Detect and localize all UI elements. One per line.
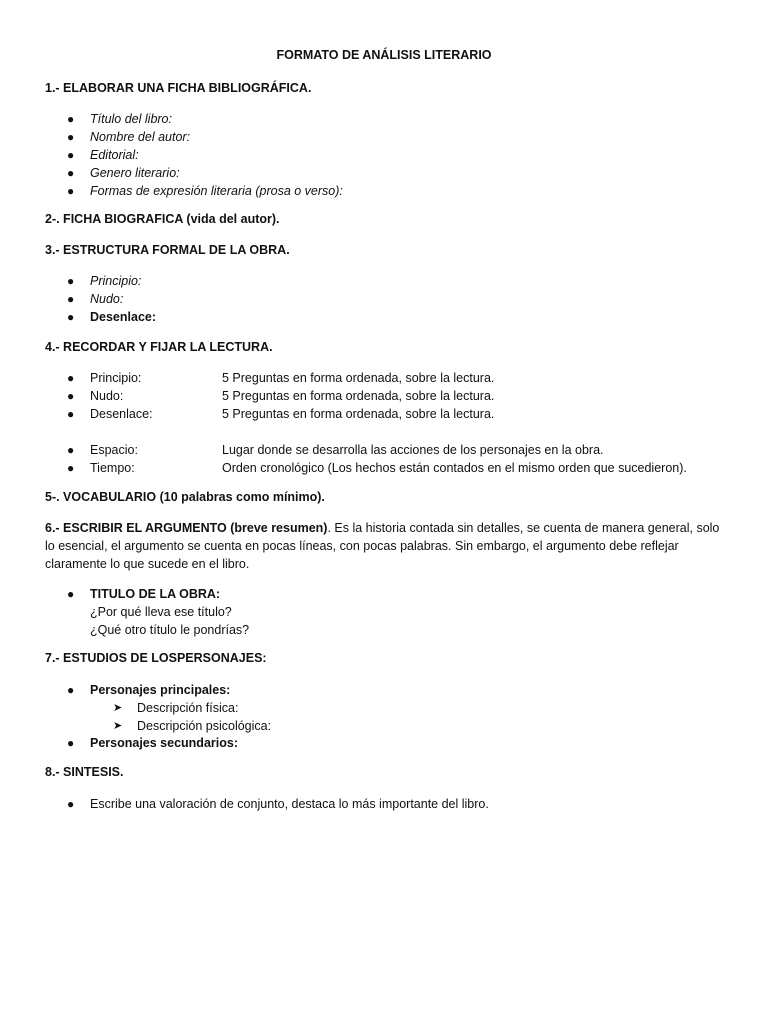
bullet-icon: ● [67,310,75,324]
list-item: ● Escribe una valoración de conjunto, destaca lo más importante del libro. [67,797,489,811]
section-2-heading: 2-. FICHA BIOGRAFICA (vida del autor). [45,212,280,226]
section-7-heading: 7.- ESTUDIOS DE LOSPERSONAJES: [45,651,267,665]
document-title: FORMATO DE ANÁLISIS LITERARIO [276,48,492,62]
characters-list [45,681,230,699]
bullet-icon: ● [67,587,75,601]
reading-row [45,387,735,405]
list-item: ● Principio: [67,274,142,288]
bullet-icon: ● [67,461,75,475]
bullet-icon: ● [67,407,75,421]
list-item: ● Personajes secundarios: [67,736,238,750]
bullet-icon: ● [67,112,75,126]
reading-row [45,369,735,387]
title-questions [90,603,249,639]
section-8-heading: 8.- SINTESIS. [45,765,124,779]
title-question: ¿Qué otro título le pondrías? [90,623,250,637]
reading-label: Tiempo: [90,461,135,475]
reading-value: Lugar donde se desarrolla las acciones de los personajes en la obra. [222,443,604,457]
list-item: ● Editorial: [67,148,139,162]
title-question: ¿Por qué lleva ese título? [90,605,232,619]
bullet-icon: ● [67,443,75,457]
synthesis-list [45,795,489,813]
section-3-heading: 3.- ESTRUCTURA FORMAL DE LA OBRA. [45,243,290,257]
secondary-characters-list [45,734,238,752]
bullet-icon: ● [67,292,75,306]
arrow-bullet-icon: ➤ [113,702,123,714]
list-item: ● Formas de expresión literaria (prosa o verso): [67,184,343,198]
list-item: ● Título del libro: [67,112,172,126]
reading-value: 5 Preguntas en forma ordenada, sobre la lectura. [222,389,495,403]
list-item: ➤ Descripción física: [113,701,239,715]
reading-label: Principio: [90,371,142,385]
reading-label: Espacio: [90,443,138,457]
section-1-heading: 1.- ELABORAR UNA FICHA BIBLIOGRÁFICA. [45,81,312,95]
bibliographic-list [45,110,343,200]
bullet-icon: ● [67,166,75,180]
list-item: ● Personajes principales: [67,683,231,697]
bullet-icon: ● [67,736,75,750]
list-item: ● Genero literario: [67,166,180,180]
formal-structure-list [45,272,156,326]
bullet-icon: ● [67,184,75,198]
reading-row [45,441,735,459]
list-item: ● TITULO DE LA OBRA: [67,587,221,601]
reading-row [45,459,735,477]
list-item: ● Desenlace: [67,310,157,324]
list-item: ➤ Descripción psicológica: [113,719,272,733]
list-item: ● Nombre del autor: [67,130,191,144]
bullet-icon: ● [67,148,75,162]
bullet-icon: ● [67,389,75,403]
reading-value: 5 Preguntas en forma ordenada, sobre la lectura. [222,407,495,421]
argument-description: . Es la historia contada sin detalles, se cuenta de manera general, solo lo esencial, el argumento se cuenta en pocas líneas, con pocas palabras. Sin embargo, el argumento debe reflejar claramente lo que sucede en el libro. [45,521,720,571]
bullet-icon: ● [67,274,75,288]
section-5-heading: 5-. VOCABULARIO (10 palabras como mínimo). [45,490,325,504]
list-item: ● Nudo: [67,292,124,306]
reading-label: Nudo: [90,389,124,403]
reading-value: 5 Preguntas en forma ordenada, sobre la lectura. [222,371,495,385]
bullet-icon: ● [67,130,75,144]
arrow-bullet-icon: ➤ [113,720,123,732]
reading-row [45,405,735,423]
bullet-icon: ● [67,797,75,811]
reading-label: Desenlace: [90,407,153,421]
reading-value: Orden cronológico (Los hechos están contados en el mismo orden que sucedieron). [222,461,687,475]
title-list [45,585,220,603]
section-4-heading: 4.- RECORDAR Y FIJAR LA LECTURA. [45,340,273,354]
argument-heading: 6.- ESCRIBIR EL ARGUMENTO (breve resumen) [45,521,328,535]
bullet-icon: ● [67,683,75,697]
bullet-icon: ● [67,371,75,385]
argument-paragraph [45,519,725,573]
